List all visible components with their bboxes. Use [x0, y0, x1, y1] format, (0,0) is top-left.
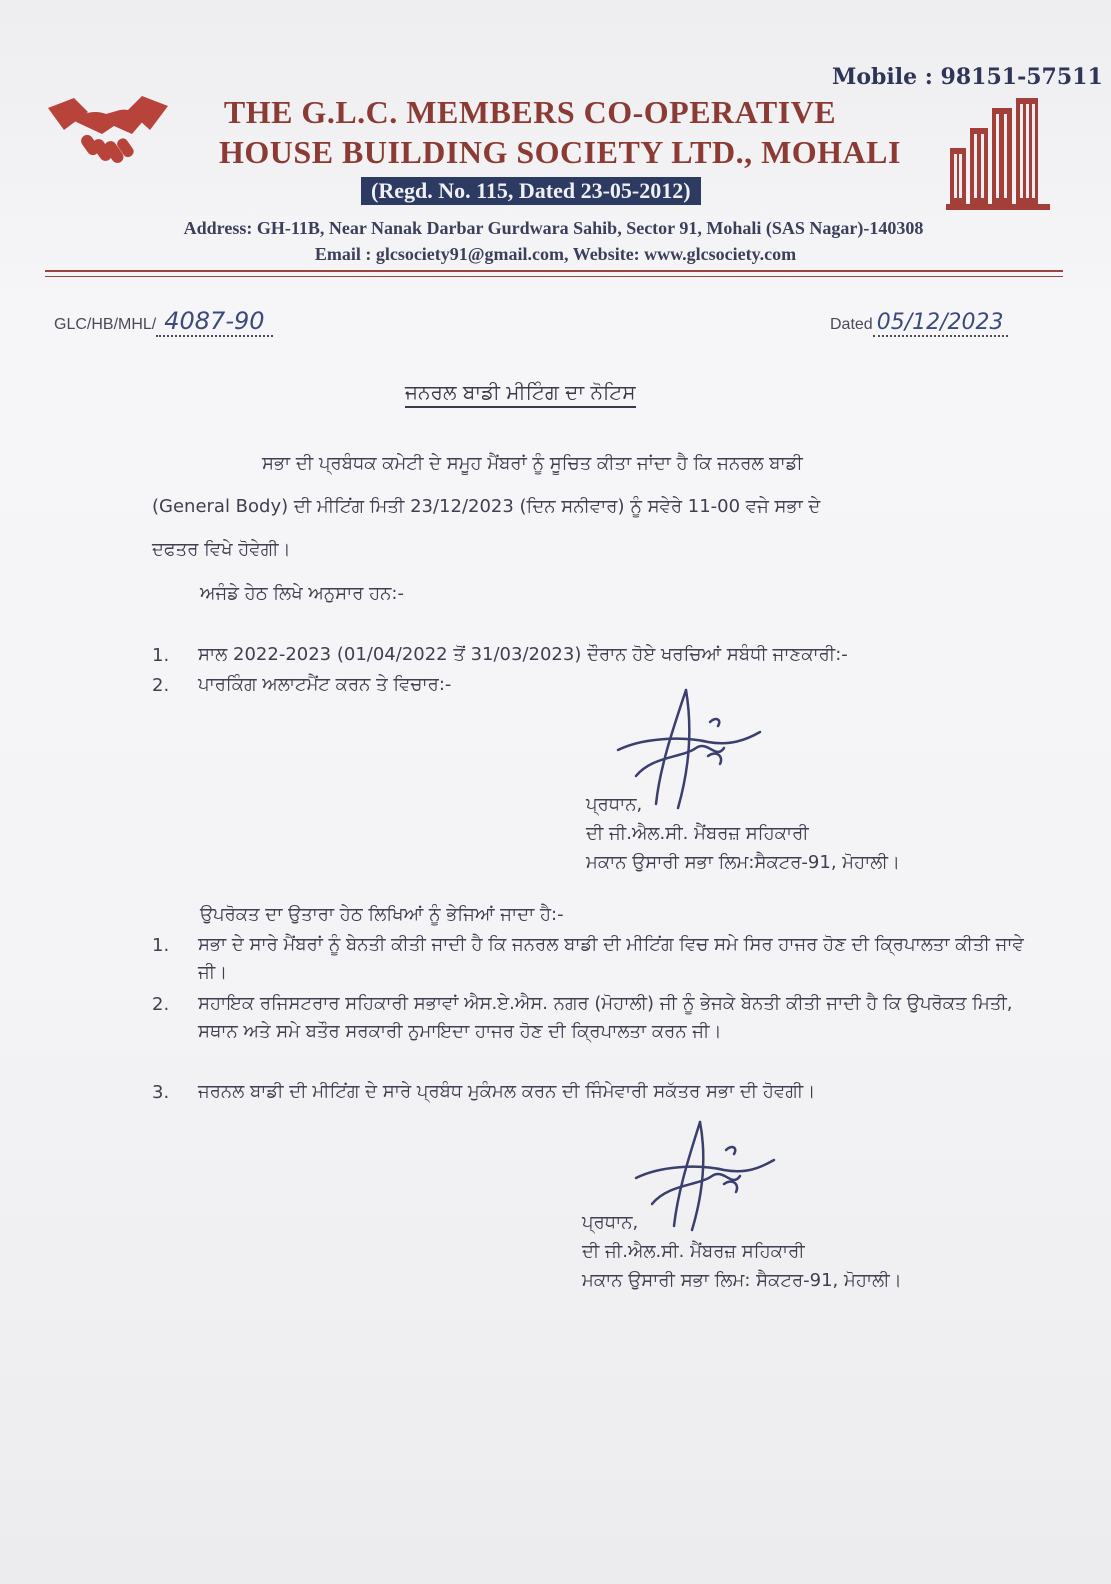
copy-number: 3.: [152, 1082, 170, 1103]
notice-paragraph-line1: ਸਭਾ ਦੀ ਪ੍ਰਬੰਧਕ ਕਮੇਟੀ ਦੇ ਸਮੂਹ ਮੈਂਬਰਾਂ ਨੂੰ ਸੂਚਿਤ ਕੀਤਾ ਜਾਂਦਾ ਹੈ ਕਿ ਜਨਰਲ ਬਾਡੀ: [262, 453, 803, 474]
signatory-role: ਪ੍ਰਧਾਨ,: [586, 794, 643, 815]
header-divider: [45, 270, 1063, 272]
society-name-line2: HOUSE BUILDING SOCIETY LTD., MOHALI: [219, 134, 901, 170]
registration-badge: (Regd. No. 115, Dated 23-05-2012): [361, 177, 701, 205]
signatory-org-line1: ਦੀ ਜੀ.ਐਲ.ਸੀ. ਮੈਂਬਰਜ਼ ਸਹਿਕਾਰੀ: [582, 1241, 805, 1262]
address: Address: GH-11B, Near Nanak Darbar Gurdwara Sahib, Sector 91, Mohali (SAS Nagar)-140308: [183, 218, 924, 238]
copy-intro: ਉਪਰੋਕਤ ਦਾ ਉਤਾਰਾ ਹੇਠ ਲਿਖਿਆਂ ਨੂੰ ਭੇਜਿਆਂ ਜਾਦਾ ਹੈ:-: [200, 904, 564, 925]
agenda-item: ਪਾਰਕਿੰਗ ਅਲਾਟਮੈਂਟ ਕਰਨ ਤੇ ਵਿਚਾਰ:-: [198, 674, 452, 695]
agenda-item: ਸਾਲ 2022-2023 (01/04/2022 ਤੋਂ 31/03/2023) ਦੌਰਾਨ ਹੋਏ ਖਰਚਿਆਂ ਸਬੰਧੀ ਜਾਣਕਾਰੀ:-: [198, 644, 848, 665]
agenda-number: 2.: [152, 675, 170, 696]
copy-number: 1.: [152, 935, 170, 956]
agenda-intro: ਅਜੰਡੇ ਹੇਠ ਲਿਖੇ ਅਨੁਸਾਰ ਹਨ:-: [200, 583, 404, 604]
dated-label: Dated: [830, 316, 873, 333]
header-divider-thin: [45, 276, 1063, 277]
date-line: [830, 310, 1008, 335]
reference-number: 4087-90: [156, 307, 272, 337]
notice-paragraph-line2: (General Body) ਦੀ ਮੀਟਿਂਗ ਮਿਤੀ 23/12/2023 (ਦਿਨ ਸਨੀਵਾਰ) ਨੂੰ ਸਵੇਰੇ 11-00 ਵਜੇ ਸਭਾ ਦੇ: [152, 496, 821, 517]
mobile-number: Mobile : 98151-57511: [832, 64, 1103, 90]
buildings-icon: [946, 96, 1050, 212]
reference-label: GLC/HB/MHL/: [54, 316, 157, 333]
notice-paragraph-line3: ਦਫਤਰ ਵਿਖੇ ਹੋਵੇਗੀ।: [152, 539, 291, 560]
copy-number: 2.: [152, 994, 170, 1015]
copy-item: ਸਹਾਇਕ ਰਜਿਸਟਰਾਰ ਸਹਿਕਾਰੀ ਸਭਾਵਾਂ ਐਸ.ਏ.ਐਸ. ਨਗਰ (ਮੋਹਾਲੀ) ਜੀ ਨੂੰ ਭੇਜਕੇ ਬੇਨਤੀ ਕੀਤੀ ਜਾਦੀ ਹੈ ਕਿ ਉਪਰੋਕਤ ਮਿਤੀ, ਸਥਾਨ ਅਤੇ ਸਮੇ ਬਤੌਰ ਸਰਕਾਰੀ ਨੁਮਾਇਦਾ ਹਾਜਰ ਹੋਣ ਦੀ ਕ੍ਰਿਪਾਲਤਾ ਕਰਨ ਜੀ।: [198, 993, 1013, 1042]
notice-heading: ਜਨਰਲ ਬਾਡੀ ਮੀਟਿੰਗ ਦਾ ਨੋਟਿਸ: [405, 380, 636, 408]
contact-info: Email : glcsociety91@gmail.com, Website: www.glcsociety.com: [314, 244, 797, 264]
society-name-line1: THE G.L.C. MEMBERS CO-OPERATIVE: [223, 94, 837, 130]
copy-item: ਸਭਾ ਦੇ ਸਾਰੇ ਮੈਂਬਰਾਂ ਨੂੰ ਬੇਨਤੀ ਕੀਤੀ ਜਾਦੀ ਹੈ ਕਿ ਜਨਰਲ ਬਾਡੀ ਦੀ ਮੀਟਿਂਗ ਵਿਚ ਸਮੇ ਸਿਰ ਹਾਜਰ ਹੋਣ ਦੀ ਕ੍ਰਿਪਾਲਤਾ ਕੀਤੀ ਜਾਵੇ ਜੀ।: [198, 934, 1024, 983]
signatory-org-line2: ਮਕਾਨ ਉਸਾਰੀ ਸਭਾ ਲਿਮ:ਸੈਕਟਰ-91, ਮੋਹਾਲੀ।: [586, 852, 901, 873]
reference-line: [54, 307, 273, 335]
signature-block: [582, 1208, 902, 1295]
signatory-org-line2: ਮਕਾਨ ਉਸਾਰੀ ਸਭਾ ਲਿਮ: ਸੈਕਟਰ-91, ਮੋਹਾਲੀ।: [582, 1270, 902, 1291]
signatory-org-line1: ਦੀ ਜੀ.ਐਲ.ਸੀ. ਮੈਂਬਰਜ਼ ਸਹਿਕਾਰੀ: [586, 823, 809, 844]
letter-date: 05/12/2023: [873, 310, 1008, 337]
copy-item: ਜਰਨਲ ਬਾਡੀ ਦੀ ਮੀਟਿਂਗ ਦੇ ਸਾਰੇ ਪ੍ਰਬੰਧ ਮੁਕੰਮਲ ਕਰਨ ਦੀ ਜਿੰਮੇਵਾਰੀ ਸਕੱਤਰ ਸਭਾ ਦੀ ਹੋਵਗੀ।: [198, 1081, 816, 1102]
signatory-role: ਪ੍ਰਧਾਨ,: [582, 1212, 639, 1233]
agenda-number: 1.: [152, 645, 170, 666]
signature-block: [586, 790, 900, 877]
